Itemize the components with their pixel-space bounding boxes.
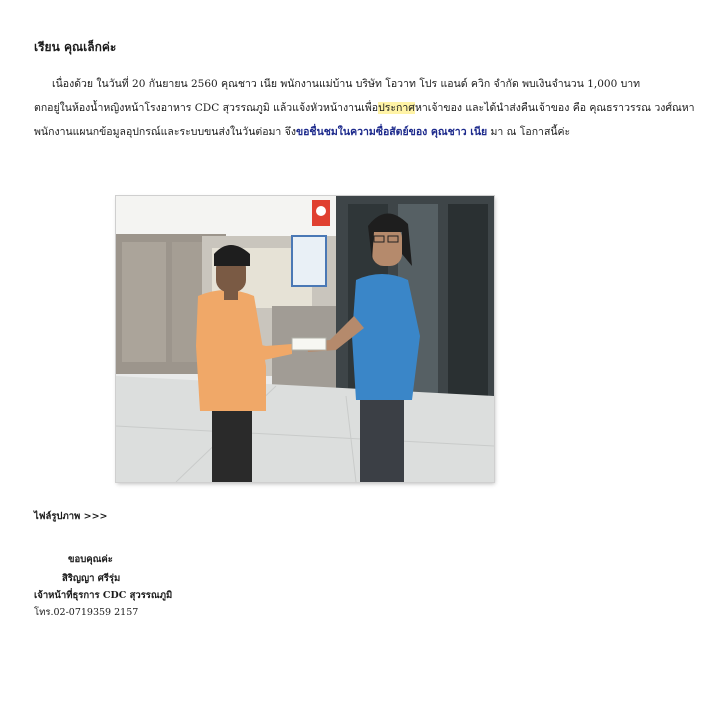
signature-phone: โทร.02-0719359 2157 — [34, 607, 139, 618]
highlighted-word: ประกาศ — [378, 102, 415, 114]
letter-line-1: เนื่องด้วย ในวันที่ 20 กันยายน 2560 คุณชาว เนีย พนักงานแม่บ้าน บริษัท โอวาท โปร แอนด์ ควิก จำกัด พบเงินจำนวน 1,000 บาท — [52, 78, 641, 90]
more-photos-link[interactable]: ไฟล์รูปภาพ >>> — [34, 511, 108, 522]
signature-name: สิริญญา ศรีรุ่ม — [62, 573, 121, 584]
letter-body — [34, 72, 694, 144]
praise-text: ขอชื่นชมในความซื่อสัตย์ของ คุณชาว เนีย — [295, 126, 488, 138]
letter-line-2-a: ตกอยู่ในห้องน้ำหญิงหน้าโรงอาหาร CDC สุวรรณภูมิ แล้วแจ้งหัวหน้างานเพื่อ — [34, 102, 379, 114]
letter-line-2 — [34, 96, 694, 120]
letter-line-3-b: มา ณ โอกาสนี้ค่ะ — [487, 126, 571, 138]
greeting: เรียน คุณเล็กค่ะ — [34, 40, 117, 54]
signature-closing: ขอบคุณค่ะ — [68, 554, 113, 565]
letter-line-3-a: พนักงานแผนกข้อมูลอุปกรณ์และระบบขนส่งในวันต่อมา จึง — [34, 126, 296, 138]
letter-line-3 — [34, 120, 694, 144]
signature-position: เจ้าหน้าที่ธุรการ CDC สุวรรณภูมิ — [34, 590, 173, 601]
handover-photo — [116, 196, 494, 482]
letter-line-2-b: หาเจ้าของ และได้นำส่งคืนเจ้าของ คือ คุณธราวรรณ วงศ์ณหา — [414, 102, 695, 114]
